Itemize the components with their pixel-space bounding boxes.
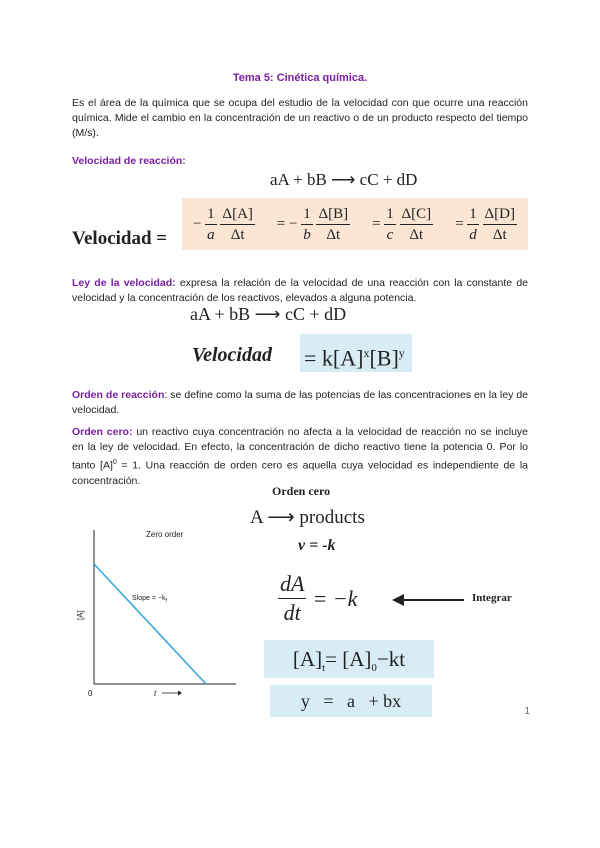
order-paragraph (72, 388, 528, 418)
frac-coef: d (469, 226, 477, 243)
arrow-head (392, 594, 404, 606)
frac-species: Δ[B] (316, 204, 350, 225)
graph-title: Zero order (146, 530, 184, 539)
linear-equation: y = a + bx (270, 685, 432, 717)
exp-y: y (398, 346, 405, 360)
page-number: 1 (524, 706, 530, 717)
term-sign: = (455, 215, 464, 232)
zero-order-text: un reactivo cuya concentración no afecta a la velocidad de reacción no se incluye en la ley de velocidad. En efecto, la concentración de dicho reactivo tiene la potencia 0. Por lo tanto [A] (72, 426, 528, 472)
rate-term-1 (193, 204, 255, 245)
diff-den: dt (283, 600, 301, 625)
rate-law-label: Velocidad (192, 344, 272, 366)
int-tail: −kt (376, 647, 406, 671)
frac-one: 1 (301, 204, 313, 225)
rate-reaction: aA + bB ⟶ cC + dD (270, 170, 418, 189)
rate-law-text: expresa la relación de la velocidad de una reacción con la constante de velocidad y la concentración de los reactivos, elevados a alguna potencia. (72, 277, 528, 304)
page-title: Tema 5: Cinética química. (232, 72, 368, 84)
rate-equation-box (182, 198, 528, 250)
int-sub-t: t (322, 662, 326, 675)
zero-panel-heading: Orden cero (272, 484, 331, 498)
zero-sup: 0 (112, 459, 117, 466)
frac-dt: Δt (492, 226, 507, 243)
intro-paragraph: Es el área de la química que se ocupa del estudio de la velocidad con que ocurre una reacción química. Mide el cambio en la concentración de un reactivo o de un producto respecto del tiempo (M/s). (72, 97, 528, 139)
term-sign: = (372, 215, 381, 232)
zero-order-text2: = 1. Una reacción de orden cero es aquella cuya velocidad es independiente de la concentración. (72, 459, 528, 487)
frac-one: 1 (384, 204, 396, 225)
frac-one: 1 (205, 204, 217, 225)
rate-law-heading: Ley de la velocidad: (72, 277, 176, 289)
y-axis-label: [A] (76, 610, 85, 620)
frac-one: 1 (467, 204, 479, 225)
zero-panel-reaction: A ⟶ products (250, 507, 365, 528)
velocity-equation: v = -k (298, 537, 336, 554)
origin-label: 0 (88, 689, 93, 698)
rate-law-paragraph (72, 276, 528, 306)
zero-order-heading: Orden cero: (72, 426, 133, 438)
exp-x: x (363, 346, 370, 360)
int-sub-0: 0 (371, 662, 377, 675)
frac-dt: Δt (326, 226, 341, 243)
order-heading: Orden de reacción (72, 389, 165, 401)
rate-term-2 (277, 204, 350, 245)
term-sign: − (192, 215, 202, 232)
rate-term-4 (455, 204, 517, 245)
frac-dt: Δt (409, 226, 424, 243)
integrate-arrow (392, 590, 466, 610)
int-a: [A] (292, 647, 323, 671)
frac-coef: a (207, 226, 215, 243)
slope-sub: f (165, 598, 167, 604)
differential-equation (278, 570, 357, 627)
frac-species: Δ[A] (220, 204, 254, 225)
diff-num: dA (278, 570, 306, 599)
rate-law-reaction: aA + bB ⟶ cC + dD (190, 304, 347, 324)
x-arrow-head (178, 691, 182, 696)
rate-law-k-a: = k[A] (304, 345, 364, 371)
x-axis-label: t (154, 689, 157, 698)
velocidad-label: Velocidad = (72, 228, 168, 249)
integrar-label: Integrar (472, 592, 512, 604)
frac-species: Δ[C] (400, 204, 434, 225)
frac-coef: b (303, 226, 311, 243)
frac-coef: c (386, 226, 394, 243)
rate-law-b: [B] (369, 345, 399, 371)
rate-law-box (300, 334, 412, 372)
slope-text: Slope = −k (132, 595, 166, 602)
order-text: : se define como la suma de las potencias de las concentraciones en la ley de velocidad. (72, 389, 528, 416)
frac-species: Δ[D] (483, 204, 517, 225)
diff-rhs: = −k (312, 585, 358, 611)
zero-order-graph (66, 522, 242, 702)
concentration-line (94, 564, 206, 684)
rate-heading: Velocidad de reacción: (72, 155, 186, 167)
term-sign: = − (276, 215, 298, 232)
zero-order-paragraph (72, 425, 528, 489)
slope-label (132, 595, 167, 604)
integrated-equation (264, 640, 434, 678)
frac-dt: Δt (230, 226, 245, 243)
int-rhs: = [A] (325, 647, 372, 671)
rate-term-3 (372, 204, 433, 245)
